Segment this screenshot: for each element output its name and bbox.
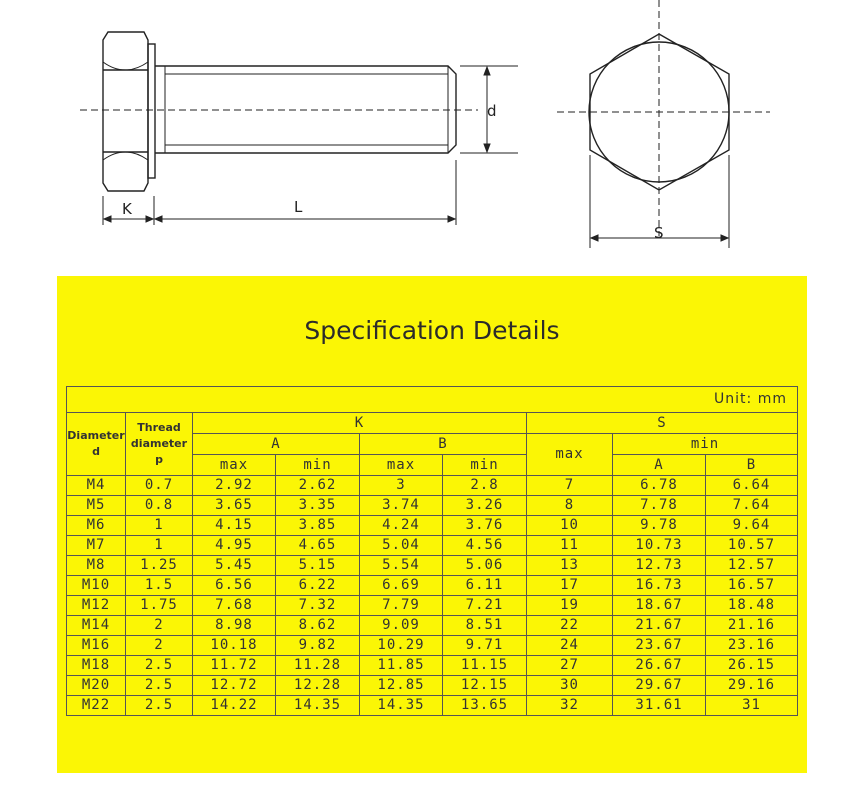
cell-s-max: 11 xyxy=(527,536,613,556)
cell-k-a-max: 2.92 xyxy=(193,476,276,496)
header-s: S xyxy=(527,413,798,434)
table-row xyxy=(67,656,798,676)
unit-label: Unit: mm xyxy=(67,387,798,413)
table-row xyxy=(67,636,798,656)
cell-diameter: M4 xyxy=(67,476,126,496)
cell-s-min-b: 26.15 xyxy=(706,656,798,676)
table-row xyxy=(67,616,798,636)
cell-k-a-max: 8.98 xyxy=(193,616,276,636)
cell-s-min-b: 23.16 xyxy=(706,636,798,656)
cell-diameter: M20 xyxy=(67,676,126,696)
cell-k-b-min: 3.26 xyxy=(443,496,527,516)
cell-k-b-min: 3.76 xyxy=(443,516,527,536)
cell-thread: 0.7 xyxy=(126,476,193,496)
cell-diameter: M12 xyxy=(67,596,126,616)
cell-s-max: 7 xyxy=(527,476,613,496)
cell-s-min-b: 7.64 xyxy=(706,496,798,516)
header-diameter: Diameter d xyxy=(67,413,126,476)
cell-s-min-b: 16.57 xyxy=(706,576,798,596)
cell-thread: 2 xyxy=(126,636,193,656)
cell-k-b-max: 5.54 xyxy=(360,556,443,576)
cell-s-min-a: 6.78 xyxy=(613,476,706,496)
table-row xyxy=(67,496,798,516)
dimension-l-label: L xyxy=(294,198,303,216)
header-k-b: B xyxy=(360,434,527,455)
cell-thread: 1.75 xyxy=(126,596,193,616)
cell-k-a-min: 12.28 xyxy=(276,676,360,696)
cell-s-min-b: 9.64 xyxy=(706,516,798,536)
cell-thread: 1 xyxy=(126,536,193,556)
cell-diameter: M14 xyxy=(67,616,126,636)
bolt-washer-face xyxy=(148,44,155,178)
cell-diameter: M6 xyxy=(67,516,126,536)
cell-k-a-min: 3.85 xyxy=(276,516,360,536)
cell-k-a-max: 10.18 xyxy=(193,636,276,656)
cell-k-b-min: 2.8 xyxy=(443,476,527,496)
table-row xyxy=(67,596,798,616)
cell-s-min-a: 9.78 xyxy=(613,516,706,536)
cell-k-b-max: 10.29 xyxy=(360,636,443,656)
cell-k-b-max: 6.69 xyxy=(360,576,443,596)
table-row xyxy=(67,536,798,556)
header-thread-diameter: Thread diameter p xyxy=(126,413,193,476)
header-k-a: A xyxy=(193,434,360,455)
cell-k-a-min: 4.65 xyxy=(276,536,360,556)
cell-k-a-min: 7.32 xyxy=(276,596,360,616)
cell-s-min-b: 6.64 xyxy=(706,476,798,496)
cell-k-a-min: 2.62 xyxy=(276,476,360,496)
cell-diameter: M5 xyxy=(67,496,126,516)
cell-s-min-a: 7.78 xyxy=(613,496,706,516)
cell-k-a-min: 11.28 xyxy=(276,656,360,676)
cell-s-min-a: 23.67 xyxy=(613,636,706,656)
dimension-s-label: S xyxy=(654,224,664,242)
cell-diameter: M22 xyxy=(67,696,126,716)
cell-diameter: M7 xyxy=(67,536,126,556)
table-row xyxy=(67,696,798,716)
cell-s-min-b: 29.16 xyxy=(706,676,798,696)
cell-s-max: 10 xyxy=(527,516,613,536)
specification-rows xyxy=(67,476,798,716)
cell-s-max: 30 xyxy=(527,676,613,696)
cell-s-min-a: 10.73 xyxy=(613,536,706,556)
cell-k-b-max: 14.35 xyxy=(360,696,443,716)
cell-diameter: M10 xyxy=(67,576,126,596)
cell-s-max: 19 xyxy=(527,596,613,616)
cell-k-a-max: 4.15 xyxy=(193,516,276,536)
cell-s-min-b: 21.16 xyxy=(706,616,798,636)
cell-s-min-a: 29.67 xyxy=(613,676,706,696)
cell-k-b-max: 12.85 xyxy=(360,676,443,696)
cell-s-max: 32 xyxy=(527,696,613,716)
header-s-min-b: B xyxy=(706,455,798,476)
cell-thread: 2 xyxy=(126,616,193,636)
cell-thread: 1 xyxy=(126,516,193,536)
cell-k-b-max: 3.74 xyxy=(360,496,443,516)
cell-thread: 2.5 xyxy=(126,676,193,696)
cell-s-min-a: 12.73 xyxy=(613,556,706,576)
cell-k-b-max: 3 xyxy=(360,476,443,496)
cell-k-b-max: 4.24 xyxy=(360,516,443,536)
cell-k-b-min: 4.56 xyxy=(443,536,527,556)
cell-k-b-min: 5.06 xyxy=(443,556,527,576)
cell-k-b-min: 11.15 xyxy=(443,656,527,676)
header-k-a-min: min xyxy=(276,455,360,476)
cell-s-min-a: 31.61 xyxy=(613,696,706,716)
cell-s-min-b: 10.57 xyxy=(706,536,798,556)
cell-s-min-a: 26.67 xyxy=(613,656,706,676)
dimension-k-label: K xyxy=(122,200,132,218)
cell-thread: 1.25 xyxy=(126,556,193,576)
header-k-b-min: min xyxy=(443,455,527,476)
bolt-technical-drawing xyxy=(0,0,864,270)
header-s-min: min xyxy=(613,434,798,455)
cell-thread: 0.8 xyxy=(126,496,193,516)
specification-panel xyxy=(57,276,807,773)
cell-k-a-max: 6.56 xyxy=(193,576,276,596)
cell-k-a-max: 12.72 xyxy=(193,676,276,696)
cell-diameter: M18 xyxy=(67,656,126,676)
cell-k-a-max: 14.22 xyxy=(193,696,276,716)
table-row xyxy=(67,576,798,596)
cell-k-b-min: 8.51 xyxy=(443,616,527,636)
cell-s-min-a: 21.67 xyxy=(613,616,706,636)
header-k-a-max: max xyxy=(193,455,276,476)
cell-diameter: M16 xyxy=(67,636,126,656)
cell-s-max: 17 xyxy=(527,576,613,596)
cell-k-b-min: 13.65 xyxy=(443,696,527,716)
cell-k-a-min: 6.22 xyxy=(276,576,360,596)
cell-k-b-min: 9.71 xyxy=(443,636,527,656)
cell-k-a-max: 3.65 xyxy=(193,496,276,516)
cell-s-min-b: 31 xyxy=(706,696,798,716)
cell-s-max: 24 xyxy=(527,636,613,656)
cell-k-a-min: 14.35 xyxy=(276,696,360,716)
cell-s-max: 22 xyxy=(527,616,613,636)
header-s-min-a: A xyxy=(613,455,706,476)
cell-k-a-max: 11.72 xyxy=(193,656,276,676)
cell-thread: 2.5 xyxy=(126,696,193,716)
cell-s-min-a: 18.67 xyxy=(613,596,706,616)
cell-k-b-max: 11.85 xyxy=(360,656,443,676)
cell-s-max: 8 xyxy=(527,496,613,516)
cell-k-b-max: 7.79 xyxy=(360,596,443,616)
cell-s-min-a: 16.73 xyxy=(613,576,706,596)
cell-k-a-max: 7.68 xyxy=(193,596,276,616)
cell-k-b-min: 7.21 xyxy=(443,596,527,616)
cell-s-max: 13 xyxy=(527,556,613,576)
cell-s-min-b: 18.48 xyxy=(706,596,798,616)
page-title: Specification Details xyxy=(304,316,560,345)
cell-k-b-min: 12.15 xyxy=(443,676,527,696)
cell-k-b-min: 6.11 xyxy=(443,576,527,596)
cell-k-b-max: 5.04 xyxy=(360,536,443,556)
cell-k-a-max: 5.45 xyxy=(193,556,276,576)
cell-k-b-max: 9.09 xyxy=(360,616,443,636)
table-row xyxy=(67,676,798,696)
table-row xyxy=(67,476,798,496)
cell-k-a-min: 9.82 xyxy=(276,636,360,656)
header-k-b-max: max xyxy=(360,455,443,476)
cell-k-a-min: 8.62 xyxy=(276,616,360,636)
bolt-head-outline xyxy=(103,32,148,191)
dimension-d-label: d xyxy=(487,102,497,120)
cell-s-min-b: 12.57 xyxy=(706,556,798,576)
table-row xyxy=(67,516,798,536)
specification-table xyxy=(66,386,798,716)
header-k: K xyxy=(193,413,527,434)
cell-thread: 2.5 xyxy=(126,656,193,676)
cell-k-a-max: 4.95 xyxy=(193,536,276,556)
cell-k-a-min: 3.35 xyxy=(276,496,360,516)
header-s-max: max xyxy=(527,434,613,476)
cell-s-max: 27 xyxy=(527,656,613,676)
cell-thread: 1.5 xyxy=(126,576,193,596)
cell-k-a-min: 5.15 xyxy=(276,556,360,576)
table-row xyxy=(67,556,798,576)
cell-diameter: M8 xyxy=(67,556,126,576)
